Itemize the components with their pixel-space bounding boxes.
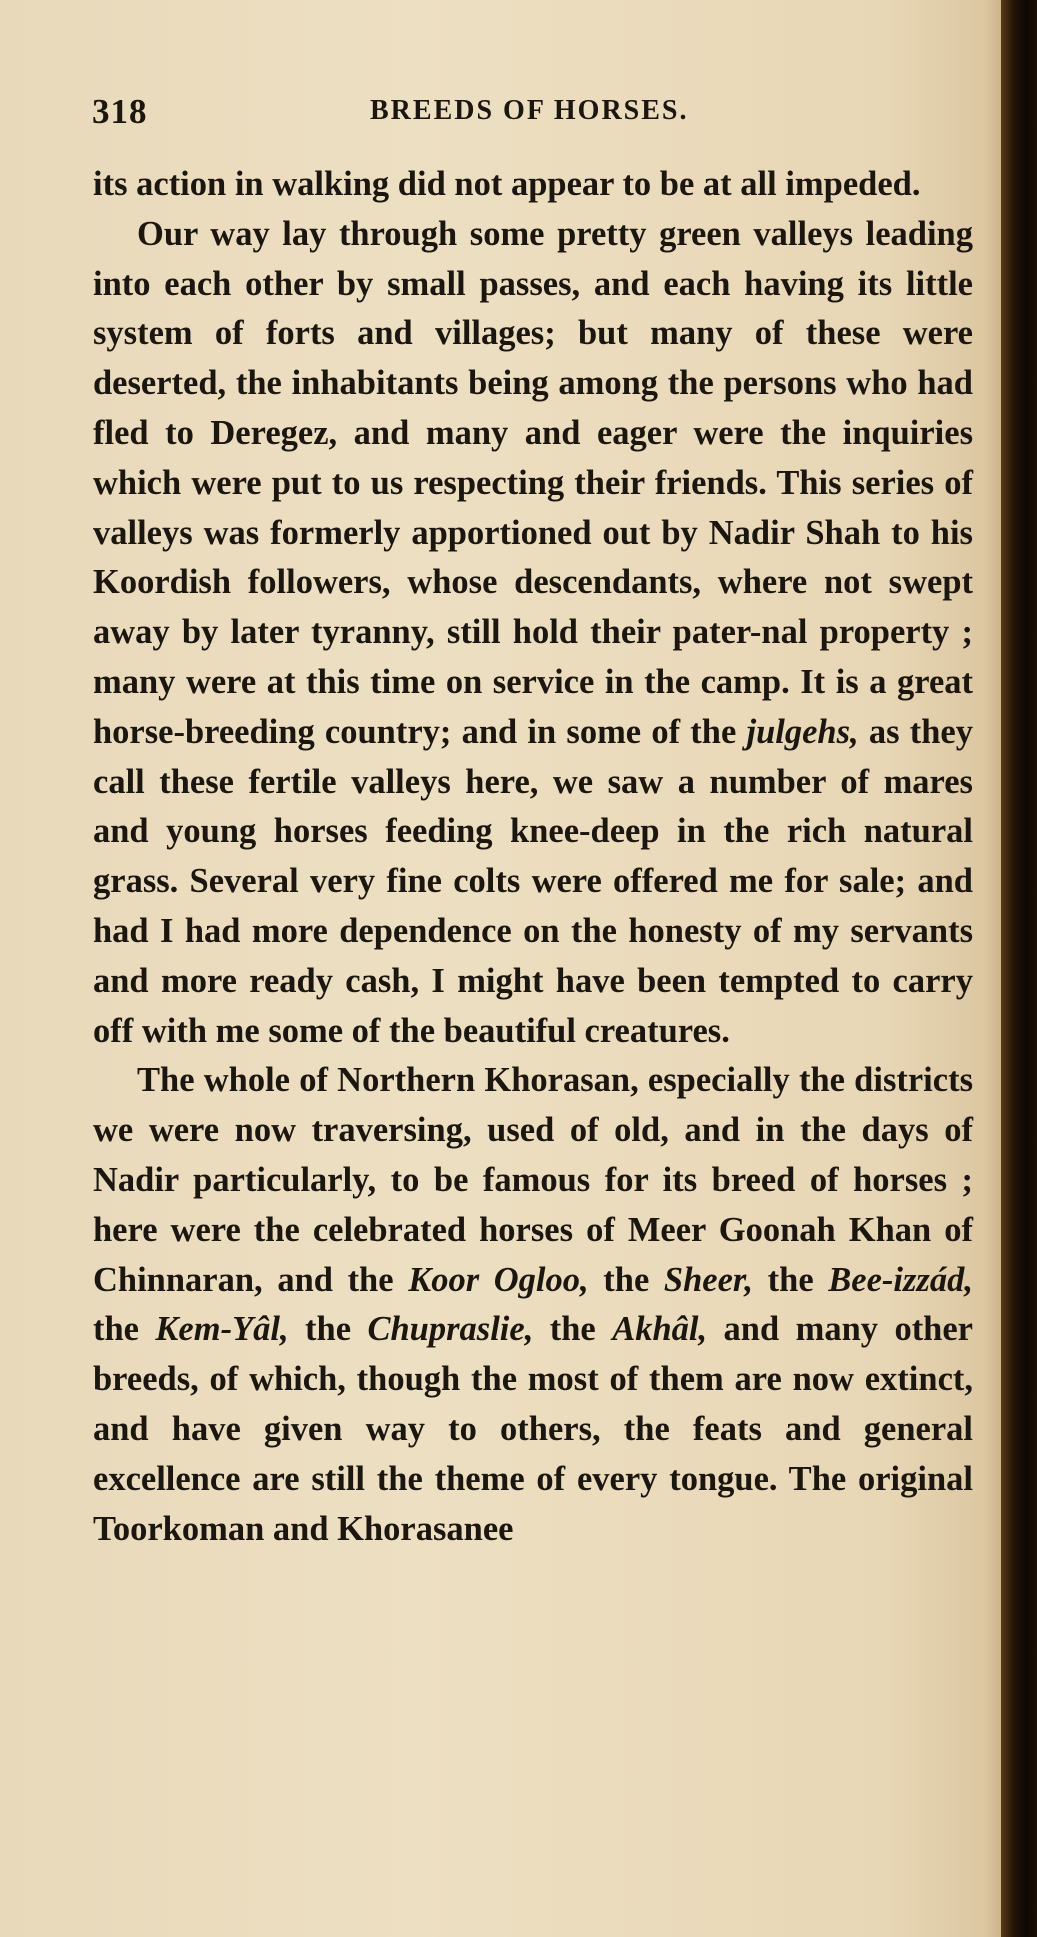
- text-run: the: [288, 1310, 368, 1349]
- italic-term: Chupraslie,: [367, 1310, 534, 1349]
- text-run: The whole of Northern Khorasan, especially the districts we were now traversing, used of old, and in the days of Nadir particularly, to be famous for its breed of horses ; here were the celebrated horses of Meer Goonah Khan of Chinnaran, and the: [93, 1061, 973, 1299]
- italic-term: Kem-Yâl,: [155, 1310, 289, 1349]
- book-spine-shadow: [1001, 0, 1037, 1937]
- paragraph: [93, 160, 973, 210]
- page-header: [92, 92, 982, 136]
- text-run: the: [533, 1310, 613, 1349]
- running-head: BREEDS OF HORSES.: [370, 95, 689, 126]
- italic-term: Koor Ogloo,: [408, 1260, 589, 1299]
- page-number: 318: [92, 92, 148, 131]
- paragraph: [93, 210, 973, 1057]
- italic-term: Sheer,: [663, 1260, 754, 1299]
- text-run: its action in walking did not appear to be at all impeded.: [93, 165, 921, 203]
- italic-term: julgehs,: [746, 712, 859, 751]
- text-run: Our way lay through some pretty green valleys leading into each other by small passes, and each having its little system of forts and villages; but many of these were deserted, the inhabitants being among the persons who had fled to Deregez, and many and eager were the inquiries which were put to us respecting their friends. This series of valleys was formerly apportioned out by Nadir Shah to his Koordish followers, whose descendants, where not swept away by later tyranny, still hold their pater-nal property ; many were at this time on service in the camp. It is a great horse-breeding country; and in some of the: [93, 214, 973, 751]
- text-run: the: [588, 1260, 664, 1299]
- text-run: and many other breeds, of which, though the most of them are now extinct, and have given way to others, the feats and general excellence are still the theme of every tongue. The original Toorkoman and Khorasanee: [93, 1310, 973, 1548]
- text-run: the: [93, 1310, 156, 1349]
- italic-term: Akhâl,: [612, 1310, 708, 1349]
- text-run: the: [753, 1260, 829, 1299]
- italic-term: Bee-izzád,: [828, 1260, 973, 1299]
- body-text: [93, 160, 973, 1554]
- paragraph: [93, 1056, 973, 1554]
- text-run: as they call these fertile valleys here, we saw a number of mares and young horses feeding knee-deep in the rich natural grass. Several very fine colts were offered me for sale; and had I had more dependence on the honesty of my servants and more ready cash, I might have been tempted to carry off with me some of the beautiful creatures.: [93, 712, 973, 1050]
